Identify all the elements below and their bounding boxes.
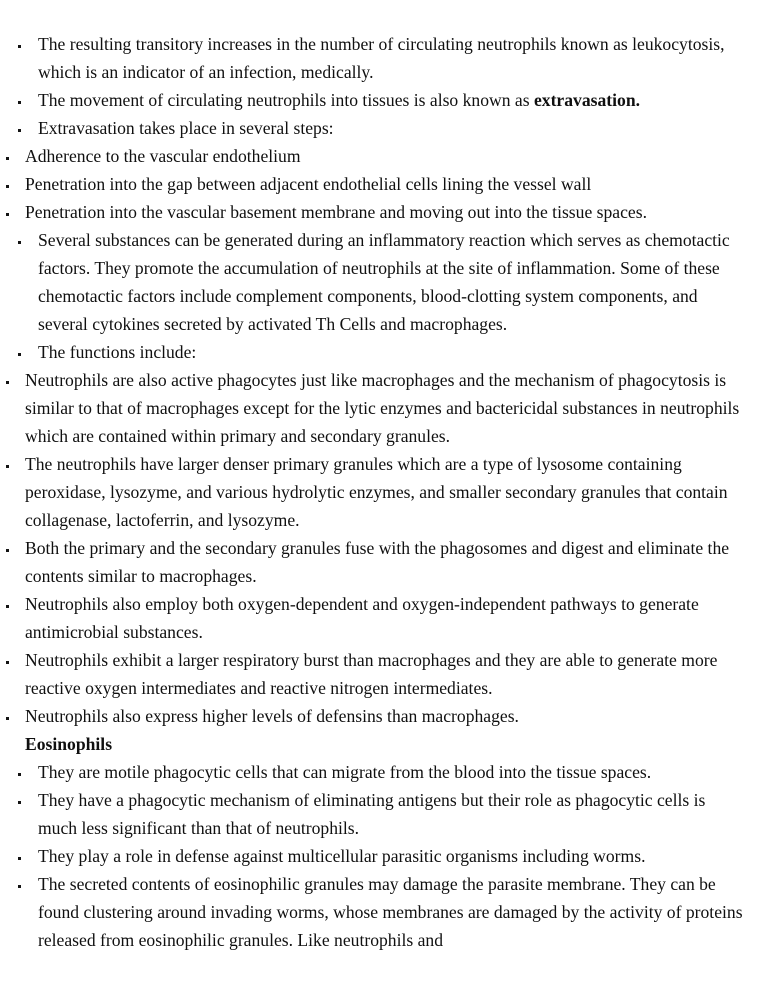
bullet-list-item xyxy=(0,142,765,170)
bullet-item-text: The functions include: xyxy=(38,342,197,362)
bullet-item-text: The secreted contents of eosinophilic granules may damage the parasite membrane. They can be found clustering around invading worms, whose membranes are damaged by the activity of proteins released from eosinophilic granules. Like neutrophils and xyxy=(38,874,743,950)
bullet-item-text xyxy=(38,86,743,114)
bullet-list-item xyxy=(0,842,765,870)
bullet-point-icon xyxy=(6,534,16,552)
bullet-item-text: They play a role in defense against multicellular parasitic organisms including worms. xyxy=(38,846,646,866)
section-heading xyxy=(0,730,765,758)
bullet-list-item xyxy=(0,590,765,646)
bullet-list-item xyxy=(0,198,765,226)
bullet-item-text: Extravasation takes place in several steps: xyxy=(38,118,334,138)
bullet-item-text: They are motile phagocytic cells that can migrate from the blood into the tissue spaces. xyxy=(38,762,652,782)
bullet-list-item xyxy=(0,30,765,86)
bullet-point-icon xyxy=(18,226,28,244)
bullet-point-icon xyxy=(18,114,28,132)
bullet-item-text: Adherence to the vascular endothelium xyxy=(25,146,301,166)
bullet-point-icon xyxy=(18,338,28,356)
bullet-point-icon xyxy=(18,842,28,860)
bullet-list-item xyxy=(0,114,765,142)
bullet-item-text: Several substances can be generated during an inflammatory reaction which serves as chemotactic factors. They promote the accumulation of neutrophils at the site of inflammation. Some of these chemotactic factors include complement components, blood-clotting system components, and several cytokines secreted by activated Th Cells and macrophages. xyxy=(38,230,730,334)
bullet-point-icon xyxy=(6,198,16,216)
bullet-item-text: They have a phagocytic mechanism of eliminating antigens but their role as phagocytic cells is much less significant than that of neutrophils. xyxy=(38,790,706,838)
bullet-item-text: Penetration into the vascular basement membrane and moving out into the tissue spaces. xyxy=(25,202,647,222)
bullet-item-text-emphasis: extravasation. xyxy=(533,90,641,110)
bullet-item-text: The resulting transitory increases in the number of circulating neutrophils known as leukocytosis, which is an indicator of an infection, medically. xyxy=(38,34,725,82)
bullet-item-text: Penetration into the gap between adjacent endothelial cells lining the vessel wall xyxy=(25,174,592,194)
bullet-list-item xyxy=(0,786,765,842)
bullet-item-text: The neutrophils have larger denser primary granules which are a type of lysosome containing peroxidase, lysozyme, and various hydrolytic enzymes, and smaller secondary granules that contain collagenase, lactoferrin, and lysozyme. xyxy=(25,454,728,530)
bullet-list-item xyxy=(0,450,765,534)
bullet-list-item xyxy=(0,702,765,730)
bullet-point-icon xyxy=(18,758,28,776)
bullet-list-item xyxy=(0,338,765,366)
bullet-item-text: Both the primary and the secondary granules fuse with the phagosomes and digest and eliminate the contents similar to macrophages. xyxy=(25,538,730,586)
bullet-item-text: Neutrophils are also active phagocytes just like macrophages and the mechanism of phagocytosis is similar to that of macrophages except for the lytic enzymes and bactericidal substances in neutrophils which are contained within primary and secondary granules. xyxy=(25,370,740,446)
bullet-point-icon xyxy=(6,450,16,468)
bullet-point-icon xyxy=(18,786,28,804)
bullet-list-item xyxy=(0,86,765,114)
bullet-point-icon xyxy=(6,170,16,188)
bullet-list-item xyxy=(0,870,765,954)
bullet-point-icon xyxy=(6,646,16,664)
section-heading-text: Eosinophils xyxy=(25,734,113,754)
bullet-list-item xyxy=(0,534,765,590)
bullet-point-icon xyxy=(6,142,16,160)
document-body xyxy=(0,30,765,954)
bullet-list-item xyxy=(0,366,765,450)
bullet-list-item xyxy=(0,646,765,702)
bullet-item-text: Neutrophils also express higher levels of defensins than macrophages. xyxy=(25,706,519,726)
bullet-point-icon xyxy=(6,366,16,384)
bullet-point-icon xyxy=(18,30,28,48)
bullet-item-text-run: The movement of circulating neutrophils into tissues is also known as xyxy=(38,90,534,110)
bullet-list-item xyxy=(0,758,765,786)
bullet-point-icon xyxy=(18,870,28,888)
bullet-list-item xyxy=(0,170,765,198)
bullet-point-icon xyxy=(18,86,28,104)
bullet-item-text: Neutrophils exhibit a larger respiratory burst than macrophages and they are able to generate more reactive oxygen intermediates and reactive nitrogen intermediates. xyxy=(25,650,718,698)
bullet-list-item xyxy=(0,226,765,338)
bullet-point-icon xyxy=(6,590,16,608)
bullet-item-text: Neutrophils also employ both oxygen-dependent and oxygen-independent pathways to generate antimicrobial substances. xyxy=(25,594,699,642)
bullet-point-icon xyxy=(6,702,16,720)
